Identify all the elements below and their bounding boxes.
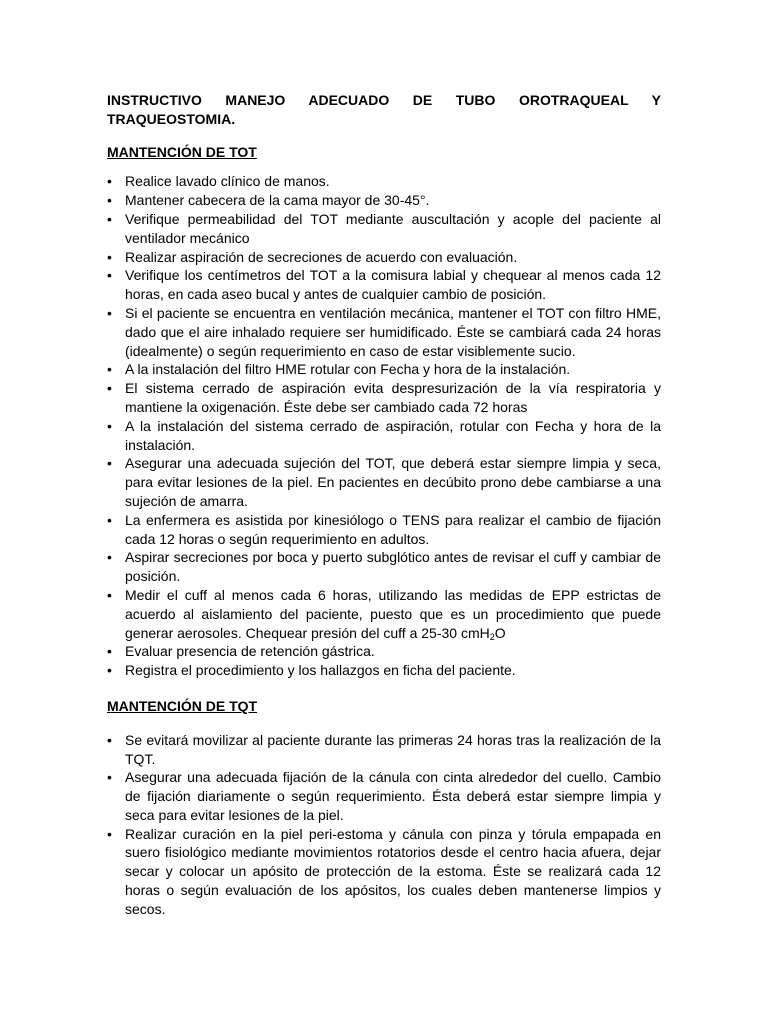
list-item-text: Aspirar secreciones por boca y puerto subglótico antes de revisar el cuff y cambiar de posición. (125, 549, 661, 585)
bullet-icon: • (107, 455, 112, 472)
list-item (107, 417, 661, 455)
list-item (107, 266, 661, 304)
list-item (107, 586, 661, 642)
bullet-icon: • (107, 417, 112, 434)
list-item (107, 360, 661, 379)
document-title: INSTRUCTIVO MANEJO ADECUADO DE TUBO OROTRAQUEAL Y TRAQUEOSTOMIA. (107, 92, 661, 127)
list-item (107, 661, 661, 680)
list-item-text: Realice lavado clínico de manos. (125, 173, 330, 190)
list-item-text: Si el paciente se encuentra en ventilación mecánica, mantener el TOT con filtro HME, dado que el aire inhalado requiere ser humidificado. Éste se cambiará cada 24 horas (idealmente) o según requerimiento en caso de estar visiblemente sucio. (125, 304, 661, 359)
list-item-text: Evaluar presencia de retención gástrica. (125, 643, 375, 660)
list-item (107, 825, 661, 919)
list-item-text: Asegurar una adecuada fijación de la cánula con cinta alrededor del cuello. Cambio de fijación diariamente o según requerimiento. Ésta deberá estar siempre limpia y seca para evitar lesiones de la piel. (125, 769, 661, 823)
list-item (107, 511, 661, 549)
list-item (107, 454, 661, 510)
bullet-icon: • (107, 380, 112, 397)
bullet-icon: • (107, 361, 112, 378)
list-item-text: Registra el procedimiento y los hallazgos en ficha del paciente. (125, 662, 516, 679)
bullet-icon: • (107, 586, 112, 603)
section-heading-tot: MANTENCIÓN DE TOT (107, 143, 257, 160)
bullet-icon: • (107, 511, 112, 528)
list-item-text: Se evitará movilizar al paciente durante las primeras 24 horas tras la realización de la TQT. (125, 731, 661, 767)
bullet-icon: • (107, 210, 112, 227)
list-item (107, 379, 661, 417)
bullet-icon: • (107, 192, 112, 209)
list-item (107, 768, 661, 824)
list-item-text: Asegurar una adecuada sujeción del TOT, que deberá estar siempre limpia y seca, para evitar lesiones de la piel. En pacientes en decúbito prono debe cambiarse a una sujeción de amarra. (125, 455, 661, 509)
cuff-unit-suffix: O (494, 624, 506, 641)
tot-instruction-list (107, 172, 661, 680)
list-item-text: La enfermera es asistida por kinesiólogo o TENS para realizar el cambio de fijación cada 12 horas o según requerimiento en adultos. (125, 511, 661, 547)
list-item-text: Realizar curación en la piel peri-estoma y cánula con pinza y tórula empapada en suero fisiológico mediante movimientos rotatorios desde el centro hacia afuera, dejar secar y colocar un apósito de protección de la estoma. Éste se realizará cada 12 horas o según evaluación de los apósitos, los cuales deben mantenerse limpios y secos. (125, 825, 661, 917)
section-heading-tqt: MANTENCIÓN DE TQT (107, 697, 258, 714)
bullet-icon: • (107, 662, 112, 679)
cuff-unit-subscript: 2 (489, 631, 495, 642)
list-item (107, 548, 661, 586)
bullet-icon: • (107, 304, 112, 321)
list-item (107, 172, 661, 191)
list-item-text: El sistema cerrado de aspiración evita despresurización de la vía respiratoria y mantiene la oxigenación. Éste debe ser cambiado cada 72 horas (125, 380, 661, 415)
bullet-icon: • (107, 267, 112, 284)
list-item-text: Mantener cabecera de la cama mayor de 30-45°. (125, 192, 430, 209)
list-item-text: Verifique permeabilidad del TOT mediante auscultación y acople del paciente al ventilador mecánico (125, 210, 661, 246)
list-item-text: Verifique los centímetros del TOT a la comisura labial y chequear al menos cada 12 horas, en cada aseo bucal y antes de cualquier cambio de posición. (125, 267, 661, 303)
list-item-text: A la instalación del filtro HME rotular con Fecha y hora de la instalación. (125, 361, 571, 378)
bullet-icon: • (107, 825, 112, 842)
list-item (107, 191, 661, 210)
list-item (107, 304, 661, 360)
bullet-icon: • (107, 549, 112, 566)
list-item-text: Medir el cuff al menos cada 6 horas, utilizando las medidas de EPP estrictas de acuerdo al aislamiento del paciente, puesto que es un procedimiento que puede generar aerosoles. Chequear presión del cuff a 25-30 cmH (125, 586, 661, 641)
tqt-instruction-list (107, 731, 661, 919)
bullet-icon: • (107, 731, 112, 748)
bullet-icon: • (107, 173, 112, 190)
list-item-text: A la instalación del sistema cerrado de aspiración, rotular con Fecha y hora de la instalación. (125, 417, 661, 453)
bullet-icon: • (107, 769, 112, 786)
list-item-text: Realizar aspiración de secreciones de acuerdo con evaluación. (125, 248, 518, 265)
list-item (107, 731, 661, 769)
bullet-icon: • (107, 248, 112, 265)
bullet-icon: • (107, 643, 112, 660)
document-body (107, 91, 661, 919)
list-item (107, 210, 661, 248)
list-item (107, 248, 661, 267)
list-item (107, 642, 661, 661)
